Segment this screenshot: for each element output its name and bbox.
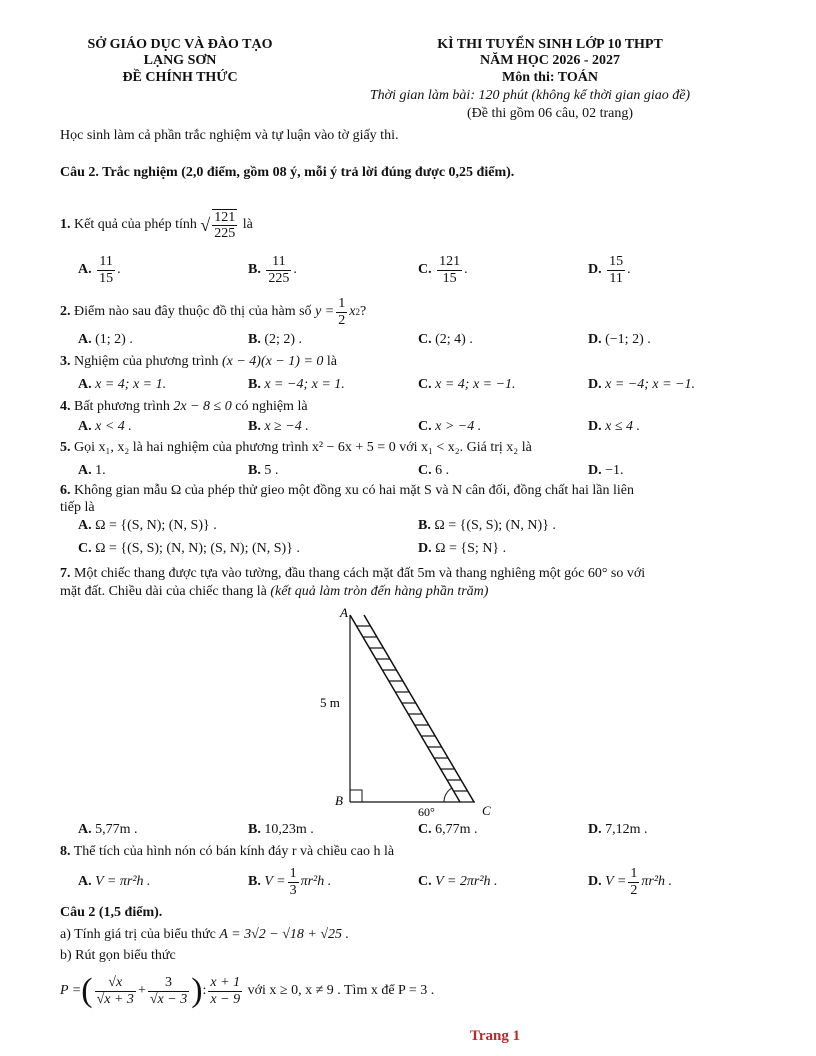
- p-expression: P = ( $\frac{√x}{√x + 3}$ + $\frac{3}{√x - 3}$ ) : $\frac{x + 1}{x - 9}$ với x ≥ 0, x ≠ 9 . Tìm x để P = 3 .: [60, 972, 435, 1009]
- q7-option-b[interactable]: [248, 822, 314, 838]
- option-label: B.: [248, 377, 261, 392]
- section1-title: Câu 2. Trắc nghiệm (2,0 điểm, gồm 08 ý, mỗi ý trả lời đúng được 0,25 điểm).: [60, 165, 515, 180]
- option-label: A.: [78, 463, 92, 478]
- q4-option-c[interactable]: [418, 419, 481, 435]
- option-label: B.: [248, 874, 261, 889]
- q5-option-c[interactable]: [418, 463, 449, 479]
- option-text: 10,23m .: [264, 822, 314, 837]
- q4-option-b[interactable]: [248, 419, 309, 435]
- option-label: B.: [248, 419, 261, 434]
- ladder-rail-right: [364, 615, 474, 802]
- q8-option-a[interactable]: [78, 862, 151, 902]
- q2-number: 2.: [60, 304, 71, 319]
- option-label: D.: [588, 332, 602, 347]
- q4-text: Bất phương trình: [74, 399, 170, 414]
- q1-number: 1.: [60, 217, 71, 232]
- option-label: C.: [418, 874, 432, 889]
- option-label: D.: [588, 822, 602, 837]
- q6-text-line1: Không gian mẫu Ω của phép thử gieo một đồng xu có hai mặt S và N cân đối, đồng chất hai lần liên: [74, 483, 634, 498]
- option-text: 5,77m .: [95, 822, 138, 837]
- q3-tail: là: [326, 354, 337, 369]
- q3-option-a[interactable]: [78, 377, 166, 393]
- option-label: D.: [418, 541, 432, 556]
- option-text: Ω = {(S, S); (N, N)} .: [434, 518, 556, 533]
- q8-text: Thể tích của hình nón có bán kính đáy r và chiều cao h là: [73, 844, 395, 859]
- q1-option-a[interactable]: A. $\frac{11}{15}$ .: [78, 254, 121, 286]
- label-a: A: [340, 605, 348, 620]
- q4-tail: có nghiệm là: [235, 399, 308, 414]
- option-label: C.: [418, 463, 432, 478]
- q8-number: 8.: [60, 844, 71, 859]
- option-label: D.: [588, 463, 602, 478]
- q5-option-d[interactable]: [588, 463, 624, 479]
- q8-option-d[interactable]: [588, 862, 672, 902]
- question-5: [60, 440, 532, 456]
- option-pre: V =: [605, 874, 627, 889]
- ladder-rungs: [356, 626, 467, 791]
- option-pre: V =: [264, 874, 286, 889]
- option-text: (2; 2) .: [264, 332, 303, 347]
- frac-num: 15: [609, 254, 624, 270]
- option-text: x = −4; x = −1.: [605, 377, 696, 392]
- q3-equation: (x − 4)(x − 1) = 0: [221, 354, 324, 369]
- q5-option-b[interactable]: [248, 463, 278, 479]
- q7-text: mặt đất. Chiều dài của chiếc thang là: [60, 584, 267, 599]
- dept-name: SỞ GIÁO DỤC VÀ ĐÀO TẠO: [87, 37, 273, 52]
- option-text: Ω = {(S, N); (N, S)} .: [95, 518, 217, 533]
- option-label: A.: [78, 822, 92, 837]
- option-label: C.: [418, 262, 432, 277]
- option-label: A.: [78, 874, 92, 889]
- q2-option-a[interactable]: [78, 332, 133, 348]
- q2-option-c[interactable]: [418, 332, 473, 348]
- paren-left: (: [81, 972, 93, 1009]
- option-label: A.: [78, 262, 92, 277]
- q7-option-c[interactable]: [418, 822, 478, 838]
- option-label: B.: [418, 518, 431, 533]
- option-text: −1.: [605, 463, 624, 478]
- q7-text-line2: [60, 584, 488, 600]
- q6-option-a[interactable]: [78, 518, 217, 534]
- time-note: Thời gian làm bài: 120 phút (không kể thời gian giao đề): [369, 88, 691, 103]
- school-year: NĂM HỌC 2026 - 2027: [480, 53, 620, 68]
- frac-den: 15: [442, 270, 457, 286]
- option-label: C.: [418, 419, 432, 434]
- option-label: D.: [588, 874, 602, 889]
- frac-den: 2: [630, 882, 638, 898]
- frac-num: 1: [630, 866, 638, 882]
- question-6: [60, 483, 634, 499]
- option-text: x = −4; x = 1.: [264, 377, 345, 392]
- q3-option-c[interactable]: [418, 377, 516, 393]
- option-post: πr²h .: [641, 874, 673, 889]
- option-text: x ≥ −4 .: [264, 419, 309, 434]
- q3-option-b[interactable]: [248, 377, 345, 393]
- q1-frac-den: 225: [214, 226, 236, 241]
- frac-den: 2: [338, 312, 346, 328]
- q8-option-b[interactable]: [248, 862, 331, 902]
- option-text: x = 4; x = 1.: [95, 377, 167, 392]
- q2-option-d[interactable]: [588, 332, 651, 348]
- option-text: V = πr²h .: [95, 874, 151, 889]
- option-text: 1.: [95, 463, 106, 478]
- question-2: 2. Điểm nào sau đây thuộc đồ thị của hàm số y = $\frac{1}{2}$ x 2 ?: [60, 296, 367, 328]
- option-text: x < 4 .: [95, 419, 132, 434]
- province-name: LẠNG SƠN: [143, 53, 217, 68]
- q2-text: Điểm nào sau đây thuộc đồ thị của hàm số: [74, 304, 312, 319]
- q4-option-a[interactable]: [78, 419, 132, 435]
- option-label: B.: [248, 262, 261, 277]
- q3-option-d[interactable]: [588, 377, 695, 393]
- option-text: 7,12m .: [605, 822, 648, 837]
- sqrt-icon: √: [200, 214, 211, 235]
- side-length-label: 5 m: [320, 695, 340, 710]
- pages-note: (Đề thi gồm 06 câu, 02 trang): [466, 106, 633, 121]
- q5-number: 5.: [60, 440, 71, 455]
- option-text: (1; 2) .: [95, 332, 133, 347]
- q4-number: 4.: [60, 399, 71, 414]
- q1-option-d[interactable]: D. $\frac{15}{11}$ .: [588, 254, 631, 286]
- question-8: [60, 844, 394, 860]
- official-label: ĐỀ CHÍNH THỨC: [122, 70, 238, 85]
- option-text: 6,77m .: [435, 822, 478, 837]
- option-label: A.: [78, 518, 92, 533]
- question-7: [60, 566, 645, 582]
- angle-arc: [444, 788, 452, 802]
- option-label: C.: [78, 541, 92, 556]
- question-1: [60, 205, 253, 245]
- option-label: B.: [248, 822, 261, 837]
- q7-rounding-note: (kết quả làm tròn đến hàng phần trăm): [270, 584, 489, 599]
- q6-text-line2: tiếp là: [60, 500, 95, 515]
- q5-text: Gọi x₁, x₂ là hai nghiệm của phương trình x² − 6x + 5 = 0 với x₁ < x₂. Giá trị x₂ là: [74, 440, 532, 455]
- q4-inequality: 2x − 8 ≤ 0: [173, 399, 232, 414]
- option-label: A.: [78, 377, 92, 392]
- q8-option-c[interactable]: [418, 862, 498, 902]
- question-4: [60, 399, 308, 415]
- instruction: Học sinh làm cả phần trắc nghiệm và tự luận vào tờ giấy thi.: [60, 128, 399, 143]
- option-post: πr²h .: [300, 874, 332, 889]
- q3-number: 3.: [60, 354, 71, 369]
- q3-text: Nghiệm của phương trình: [74, 354, 219, 369]
- option-label: C.: [418, 822, 432, 837]
- q6-number: 6.: [60, 483, 71, 498]
- q6-option-c[interactable]: [78, 541, 300, 557]
- q7-option-d[interactable]: [588, 822, 648, 838]
- section2-part-a: [60, 927, 349, 943]
- question-3: [60, 354, 337, 370]
- option-text: x ≤ 4 .: [605, 419, 641, 434]
- part-a-text: a) Tính giá trị của biểu thức: [60, 927, 216, 942]
- option-label: D.: [588, 419, 602, 434]
- subject: Môn thi: TOÁN: [502, 70, 598, 85]
- label-c: C: [482, 803, 491, 818]
- frac-num: 11: [97, 254, 115, 270]
- angle-label: 60°: [418, 805, 435, 819]
- option-text: (2; 4) .: [435, 332, 473, 347]
- q1-text: Kết quả của phép tính: [74, 217, 197, 232]
- p-condition: với x ≥ 0, x ≠ 9 . Tìm x để P = 3 .: [247, 983, 435, 998]
- section2-title: Câu 2 (1,5 điểm).: [60, 905, 163, 920]
- q5-option-a[interactable]: [78, 463, 106, 479]
- option-text: Ω = {S; N} .: [435, 541, 507, 556]
- option-text: 5 .: [264, 463, 279, 478]
- option-label: A.: [78, 332, 92, 347]
- q1-tail: là: [242, 217, 253, 232]
- option-label: B.: [248, 463, 261, 478]
- q6-option-b[interactable]: [418, 518, 556, 534]
- frac-num: 11: [266, 254, 291, 270]
- ladder-figure: [320, 605, 500, 820]
- q7-number: 7.: [60, 566, 71, 581]
- q1-option-c[interactable]: C. $\frac{121}{15}$ .: [418, 254, 468, 286]
- part-a-expression: A = 3√2 − √18 + √25 .: [219, 927, 350, 942]
- ladder-rail-left: [350, 615, 460, 802]
- option-text: (−1; 2) .: [605, 332, 651, 347]
- option-text: Ω = {(S, S); (N, N); (S, N); (N, S)} .: [95, 541, 300, 556]
- frac-num: 1: [289, 866, 297, 882]
- q7-option-a[interactable]: [78, 822, 138, 838]
- frac-den: 11: [609, 270, 623, 286]
- option-label: C.: [418, 332, 432, 347]
- q4-option-d[interactable]: [588, 419, 640, 435]
- page-number: Trang 1: [470, 1028, 521, 1044]
- frac-den: 3: [289, 882, 297, 898]
- q1-frac-num: 121: [214, 209, 236, 225]
- frac-num: 1: [338, 296, 346, 312]
- frac-den: 15: [99, 270, 114, 286]
- exam-title: KÌ THI TUYỂN SINH LỚP 10 THPT: [437, 37, 663, 52]
- option-text: x > −4 .: [435, 419, 482, 434]
- q6-option-d[interactable]: [418, 541, 506, 557]
- option-label: D.: [588, 262, 602, 277]
- q2-option-b[interactable]: [248, 332, 302, 348]
- option-label: B.: [248, 332, 261, 347]
- frac-den: 225: [268, 270, 290, 286]
- option-label: A.: [78, 419, 92, 434]
- q7-text-line1: Một chiếc thang được tựa vào tường, đầu thang cách mặt đất 5m và thang nghiêng một góc 60° so với: [74, 566, 646, 581]
- option-text: x = 4; x = −1.: [435, 377, 516, 392]
- option-text: 6 .: [435, 463, 450, 478]
- frac-num: 121: [439, 254, 461, 270]
- option-label: C.: [418, 377, 432, 392]
- paren-right: ): [191, 972, 203, 1009]
- label-b: B: [335, 793, 343, 808]
- section2-part-b: b) Rút gọn biểu thức: [60, 948, 176, 963]
- q1-option-b[interactable]: B. $\frac{11}{225}$ .: [248, 254, 297, 286]
- option-text: V = 2πr²h .: [435, 874, 498, 889]
- right-angle-marker: [350, 790, 362, 802]
- option-label: D.: [588, 377, 602, 392]
